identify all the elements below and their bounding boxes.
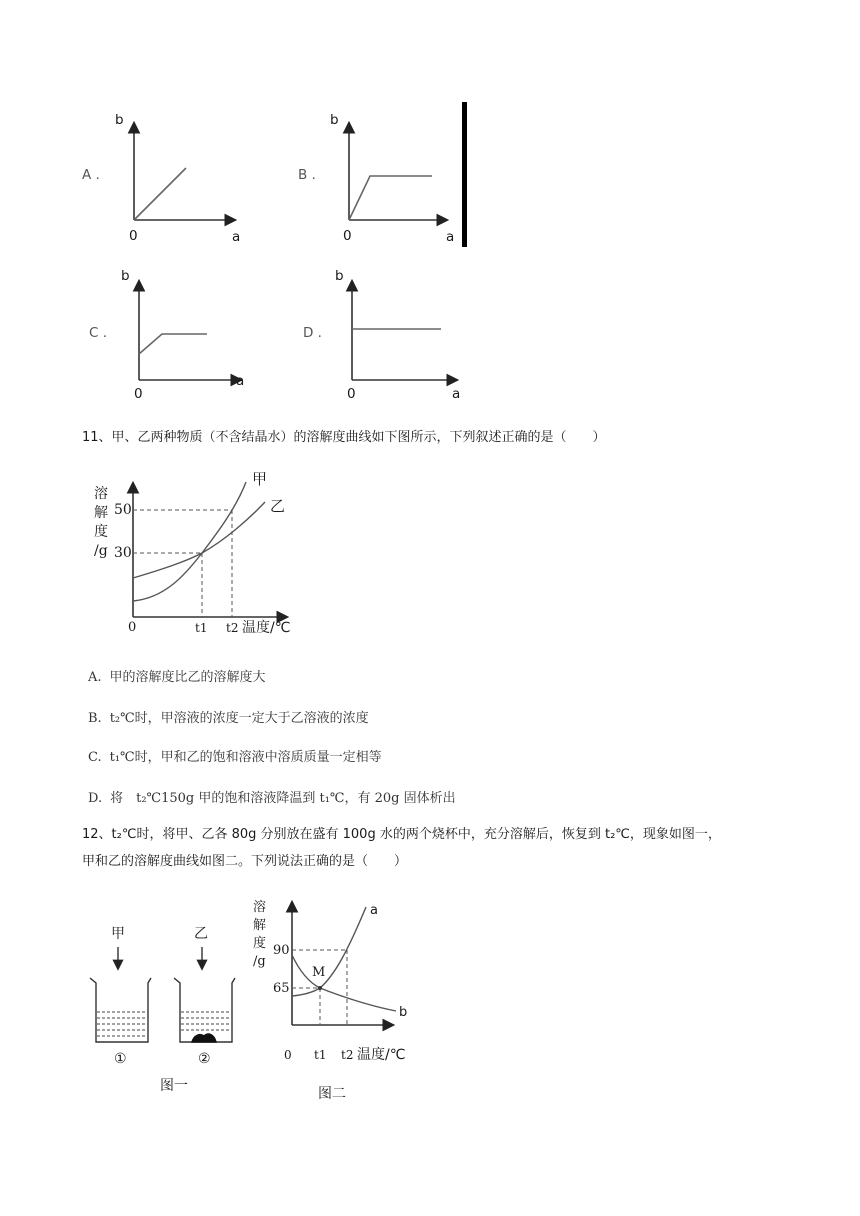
graph-b-letter: B . <box>298 167 316 183</box>
q11-curve-yi <box>133 502 265 578</box>
q12-curve-a <box>292 907 366 996</box>
q12-ytick-65: 65 <box>273 981 290 996</box>
q11-ylabel-1: 溶 <box>94 486 108 502</box>
vertical-bar <box>462 102 467 247</box>
q12-xtick-t1: t1 <box>314 1048 327 1062</box>
q11-chart <box>133 482 286 617</box>
graph-c-letter: C . <box>89 325 108 341</box>
q12-curve-b <box>292 955 396 1011</box>
beaker-2-number: ② <box>198 1051 211 1067</box>
q11-ylabel-3: 度 <box>94 524 108 540</box>
q11-option-b[interactable] <box>88 707 369 726</box>
graph-a-letter: A . <box>82 167 100 183</box>
graph-d-xlabel: a <box>452 386 461 402</box>
q12-ylabel-2: 解 <box>253 918 267 933</box>
q11-ylabel-4: /g <box>94 543 108 559</box>
q11-option-c[interactable] <box>88 746 382 765</box>
q11-xtick-t1: t1 <box>195 621 208 635</box>
q11-origin: 0 <box>128 620 137 635</box>
graph-d <box>352 282 456 380</box>
graph-a <box>134 124 234 220</box>
graph-a-ylabel: b <box>115 112 124 128</box>
graph-c-line <box>139 334 207 354</box>
q11-stem: 11、甲、乙两种物质（不含结晶水）的溶解度曲线如下图所示，下列叙述正确的是（ ） <box>82 430 606 445</box>
graph-a-xlabel: a <box>232 229 241 245</box>
q11-ytick-30: 30 <box>114 545 132 561</box>
graph-c-xlabel: a <box>236 373 245 389</box>
q12-series-a: a <box>370 903 378 918</box>
graph-d-ylabel: b <box>335 268 344 284</box>
beaker-1 <box>90 947 151 1042</box>
graph-b-line <box>349 176 432 220</box>
q11-option-d-letter: D. <box>88 791 103 806</box>
q11-ylabel-2: 解 <box>94 505 108 521</box>
q11-option-b-text: t₂℃时，甲溶液的浓度一定大于乙溶液的浓度 <box>109 711 369 726</box>
q11-ytick-50: 50 <box>114 502 132 518</box>
graph-c <box>139 282 240 380</box>
figure2-caption: 图二 <box>318 1086 346 1102</box>
q12-ylabel-1: 溶 <box>253 900 267 915</box>
beaker-1-number: ① <box>114 1051 127 1067</box>
q12-stem-line2: 甲和乙的溶解度曲线如图二。下列说法正确的是（ ） <box>82 854 408 869</box>
graph-b <box>349 124 446 220</box>
q11-option-d[interactable] <box>88 787 456 806</box>
graph-d-origin: 0 <box>347 386 356 402</box>
q12-origin: 0 <box>284 1048 292 1062</box>
q11-series-yi: 乙 <box>270 497 286 515</box>
q11-series-jia: 甲 <box>252 470 268 488</box>
q12-xtick-t2: t2 <box>341 1048 354 1062</box>
graph-c-ylabel: b <box>121 268 130 284</box>
intersection-point-m <box>318 986 322 990</box>
q11-option-d-text: 将 t₂℃150g 甲的饱和溶液降温到 t₁℃，有 20g 固体析出 <box>110 791 456 806</box>
graph-b-xlabel: a <box>446 229 455 245</box>
q11-xtick-t2: t2 <box>226 621 239 635</box>
graph-a-origin: 0 <box>129 228 138 244</box>
q12-point-m: M <box>312 965 326 980</box>
q12-stem-line1: 12、t₂℃时，将甲、乙各 80g 分别放在盛有 100g 水的两个烧杯中，充分溶解后，恢复到 t₂℃，现象如图一， <box>82 827 721 842</box>
q11-option-a[interactable] <box>88 666 266 685</box>
undissolved-solid <box>192 1034 216 1042</box>
q12-xlabel: 温度/℃ <box>357 1047 406 1063</box>
graph-b-ylabel: b <box>330 112 339 128</box>
beaker-2 <box>174 947 235 1042</box>
q11-curve-jia <box>133 482 246 601</box>
q12-ylabel-4: /g <box>253 954 266 969</box>
graph-d-letter: D . <box>303 325 322 341</box>
graph-c-origin: 0 <box>134 386 143 402</box>
q12-chart <box>292 903 396 1025</box>
beaker-1-label: 甲 <box>111 926 125 942</box>
beaker-2-label: 乙 <box>194 926 208 942</box>
q11-option-a-letter: A. <box>88 670 102 685</box>
q11-option-c-letter: C. <box>88 750 102 765</box>
graph-b-origin: 0 <box>343 228 352 244</box>
q11-option-b-letter: B. <box>88 711 102 726</box>
q11-xlabel: 温度/℃ <box>242 620 291 636</box>
q12-ylabel-3: 度 <box>253 936 267 951</box>
q12-ytick-90: 90 <box>273 943 290 958</box>
figure1-caption: 图一 <box>160 1078 188 1094</box>
graph-a-line <box>134 168 186 220</box>
q12-series-b: b <box>399 1005 408 1020</box>
q11-option-c-text: t₁℃时，甲和乙的饱和溶液中溶质质量一定相等 <box>109 750 382 765</box>
q11-option-a-text: 甲的溶解度比乙的溶解度大 <box>109 670 266 685</box>
